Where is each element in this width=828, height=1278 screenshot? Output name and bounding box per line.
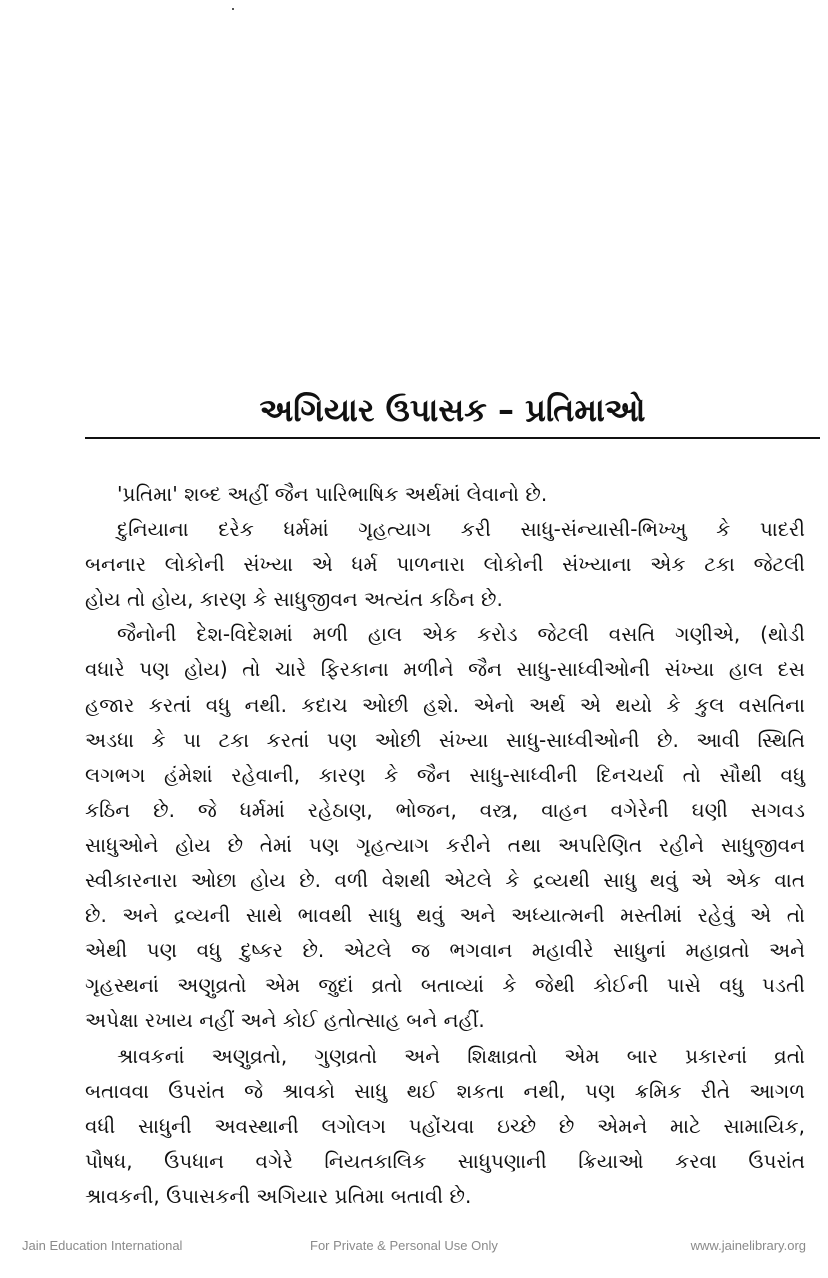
text-line: વધી સાધુની અવસ્થાની લગોલગ પહોંચવા ઇચ્છે છે એમને માટે સામાયિક, [85,1113,805,1138]
text-line: 'પ્રતિમા' શબ્દ અહીં જૈન પારિભાષિક અર્થમાં લેવાનો છે. [117,482,548,506]
title-rule [85,437,820,439]
text-line: ગૃહસ્થનાં અણુવ્રતો એમ જુદાં વ્રતો બતાવ્યાં કે જેથી કોઈની પાસે વધુ પડતી [85,973,805,998]
text-line: દુનિયાના દરેક ધર્મમાં ગૃહત્યાગ કરી સાધુ-સંન્યાસી-ભિખ્ખુ કે પાદરી [117,517,805,542]
text-line: શ્રાવકની, ઉપાસકની અગિયાર પ્રતિમા બતાવી છે. [85,1183,472,1208]
footer-usage-note: For Private & Personal Use Only [310,1238,498,1253]
text-line: કઠિન છે. જે ધર્મમાં રહેઠાણ, ભોજન, વસ્ત્ર, વાહન વગેરેની ઘણી સગવડ [85,797,805,822]
text-line: વધારે પણ હોય) તો ચારે ફિરકાના મળીને જૈન સાધુ-સાધ્વીઓની સંખ્યા હાલ દસ [85,657,805,682]
footer-publisher: Jain Education International [22,1238,183,1253]
text-line: લગભગ હંમેશાં રહેવાની, કારણ કે જૈન સાધુ-સાધ્વીની દિનચર્યા તો સૌથી વધુ [85,762,805,787]
text-line: સાધુઓને હોય છે તેમાં પણ ગૃહત્યાગ કરીને તથા અપરિણિત રહીને સાધુજીવન [85,832,805,857]
text-line: અડધા કે પા ટકા કરતાં પણ ઓછી સંખ્યા સાધુ-સાધ્વીઓની છે. આવી સ્થિતિ [85,727,805,752]
text-line: સ્વીકારનારા ઓછા હોય છે. વળી વેશથી એટલે કે દ્રવ્યથી સાધુ થવું એ એક વાત [85,868,805,893]
text-line: એથી પણ વધુ દુષ્કર છે. એટલે જ ભગવાન મહાવીરે સાધુનાં મહાવ્રતો અને [85,938,805,963]
footer-website: www.jainelibrary.org [690,1238,806,1253]
text-line: જૈનોની દેશ-વિદેશમાં મળી હાલ એક કરોડ જેટલી વસતિ ગણીએ, (થોડી [117,622,805,647]
footer [0,1238,828,1258]
page-title: અગિયાર ઉપાસક – પ્રતિમાઓ [259,391,646,429]
text-line: હોય તો હોય, કારણ કે સાધુજીવન અત્યંત કઠિન છે. [85,587,503,612]
scan-speck [232,8,234,10]
text-line: બનનાર લોકોની સંખ્યા એ ધર્મ પાળનારા લોકોની સંખ્યાના એક ટકા જેટલી [85,552,805,577]
text-line: બતાવવા ઉપરાંત જે શ્રાવકો સાધુ થઈ શકતા નથી, પણ ક્રમિક રીતે આગળ [85,1078,805,1103]
body-text [85,477,805,1214]
text-line: છે. અને દ્રવ્યની સાથે ભાવથી સાધુ થવું અને અધ્યાત્મની મસ્તીમાં રહેવું એ તો [85,903,805,928]
text-line: પૌષધ, ઉપધાન વગેરે નિયતકાલિક સાધુપણાની ક્રિયાઓ કરવા ઉપરાંત [85,1148,805,1173]
text-line: હજાર કરતાં વધુ નથી. કદાચ ઓછી હશે. એનો અર્થ એ થયો કે કુલ વસતિના [85,692,805,717]
text-line: શ્રાવકનાં અણુવ્રતો, ગુણવ્રતો અને શિક્ષાવ્રતો એમ બાર પ્રકારનાં વ્રતો [117,1043,805,1068]
text-line: અપેક્ષા રખાય નહીં અને કોઈ હતોત્સાહ બને નહીં. [85,1008,485,1033]
